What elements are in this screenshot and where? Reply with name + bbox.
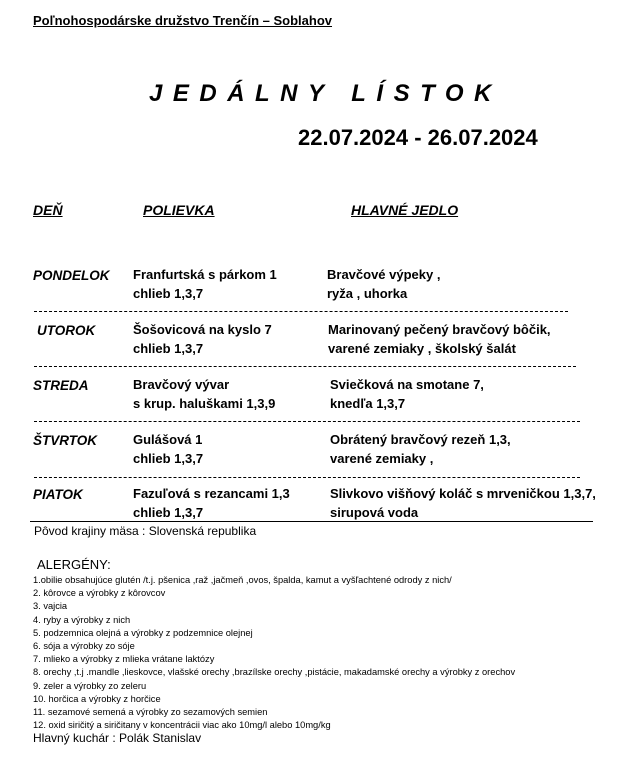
soup-line: Gulášová 1	[133, 432, 203, 447]
allergen-item: 12. oxid siričitý a siričitany v koncentrácii viac ako 10mg/l alebo 10mg/kg	[33, 720, 331, 731]
soup-line: Franfurtská s párkom 1	[133, 267, 277, 282]
soup-cell	[133, 375, 275, 413]
menu-date-range: 22.07.2024 - 26.07.2024	[298, 125, 538, 150]
allergens-list	[33, 574, 515, 732]
main-dish-line: varené zemiaky , školský šalát	[328, 341, 516, 356]
allergens-heading: ALERGÉNY:	[37, 557, 111, 572]
allergen-item: 4. ryby a výrobky z nich	[33, 614, 131, 625]
main-dish-line: Sviečková na smotane 7,	[330, 377, 484, 392]
table-bottom-line	[30, 521, 593, 522]
day-label: UTOROK	[37, 323, 96, 338]
allergen-item: 10. horčica a výrobky z horčice	[33, 693, 161, 704]
allergen-item: 11. sezamové semená a výrobky zo sezamových semien	[33, 707, 268, 718]
row-separator	[34, 421, 580, 422]
main-dish-line: Bravčové výpeky ,	[327, 267, 441, 282]
soup-line: chlieb 1,3,7	[133, 451, 204, 466]
main-dish-line: Marinovaný pečený bravčový bôčik,	[328, 322, 551, 337]
main-dish-line: varené zemiaky ,	[330, 451, 434, 466]
column-header-main-dish: HLAVNÉ JEDLO	[351, 202, 459, 218]
column-header-day: DEŇ	[33, 202, 63, 218]
row-separator	[34, 366, 576, 367]
soup-line: Šošovicová na kyslo 7	[133, 322, 272, 337]
main-dish-cell	[327, 265, 440, 303]
column-header-soup: POLIEVKA	[143, 202, 215, 218]
row-separator	[34, 477, 580, 478]
main-dish-line: Slivkovo višňový koláč s mrveničkou 1,3,7,	[330, 486, 596, 501]
main-dish-cell	[328, 320, 551, 358]
main-dish-cell	[330, 484, 596, 522]
main-dish-cell	[330, 430, 511, 468]
soup-cell	[133, 320, 272, 358]
allergen-item: 1.obilie obsahujúce glutén /t.j. pšenica ,raž ,jačmeň ,ovos, špalda, kamut a vyšľachtené odrody z nich/	[33, 575, 452, 585]
day-label: PONDELOK	[33, 268, 110, 283]
soup-line: chlieb 1,3,7	[133, 286, 204, 301]
allergen-item: 5. podzemnica olejná a výrobky z podzemnice olejnej	[33, 627, 253, 638]
allergen-item: 2. kôrovce a výrobky z kôrovcov	[33, 588, 166, 599]
main-dish-line: ryža , uhorka	[327, 286, 408, 301]
day-label: STREDA	[33, 378, 89, 393]
menu-title: JEDÁLNY LÍSTOK	[149, 80, 502, 107]
allergen-item: 3. vajcia	[33, 601, 68, 612]
main-dish-cell	[330, 375, 484, 413]
head-chef: Hlavný kuchár : Polák Stanislav	[33, 731, 202, 745]
allergen-item: 6. sója a výrobky zo sóje	[33, 641, 135, 652]
soup-line: Fazuľová s rezancami 1,3	[133, 486, 290, 501]
soup-line: s krup. haluškami 1,3,9	[133, 396, 276, 411]
soup-line: Bravčový vývar	[133, 377, 230, 392]
day-label: PIATOK	[33, 487, 83, 502]
row-separator	[34, 311, 568, 312]
soup-line: chlieb 1,3,7	[133, 341, 204, 356]
allergen-item: 8. orechy ,t.j .mandle ,lieskovce, vlašské orechy ,brazílske orechy ,pistácie, makadamské orechy a výrobky z orechov	[33, 667, 516, 678]
company-name: Poľnohospodárske družstvo Trenčín – Soblahov	[33, 13, 333, 28]
meat-origin-note: Pôvod krajiny mäsa : Slovenská republika	[34, 524, 257, 538]
main-dish-line: knedľa 1,3,7	[330, 396, 406, 411]
allergen-item: 7. mlieko a výrobky z mlieka vrátane laktózy	[33, 654, 215, 665]
soup-cell	[133, 265, 277, 303]
main-dish-line: Obrátený bravčový rezeň 1,3,	[330, 432, 511, 447]
allergen-item: 9. zeler a výrobky zo zeleru	[33, 680, 147, 691]
soup-line: chlieb 1,3,7	[133, 505, 204, 520]
soup-cell	[133, 430, 203, 468]
soup-cell	[133, 484, 290, 522]
main-dish-line: sirupová voda	[330, 505, 419, 520]
day-label: ŠTVRTOK	[33, 433, 98, 448]
